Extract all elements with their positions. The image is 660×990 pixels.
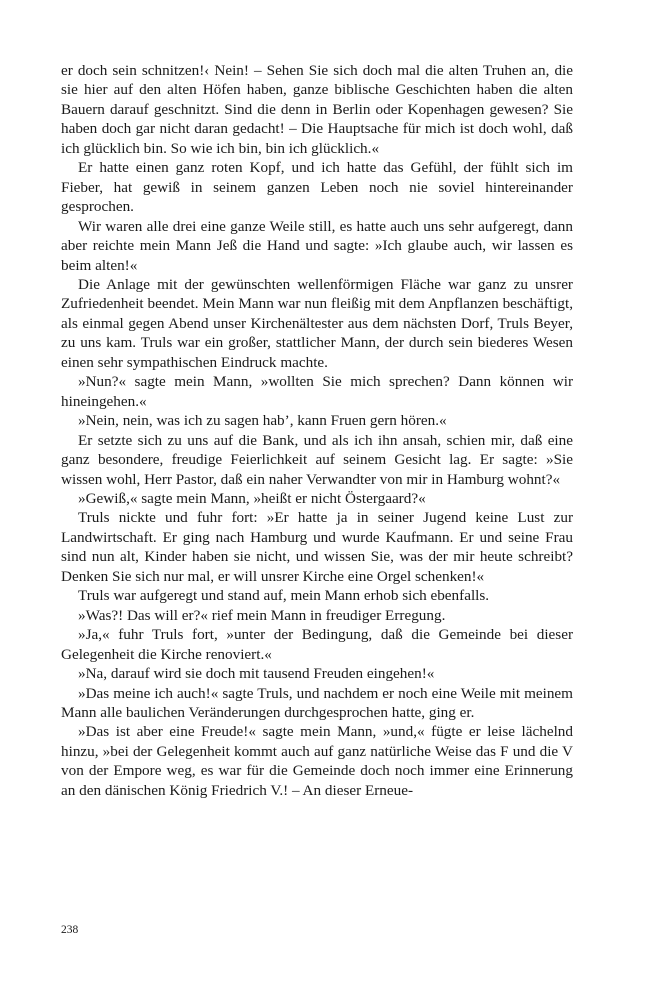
paragraph-12: »Ja,« fuhr Truls fort, »unter der Bedingung, daß die Gemeinde bei dieser Gelegenheit die Kirche renoviert.«	[61, 626, 573, 663]
paragraph-13: »Na, darauf wird sie doch mit tausend Freuden eingehen!«	[78, 665, 435, 683]
page-number: 238	[61, 924, 79, 936]
paragraph-1: er doch sein schnitzen!‹ Nein! – Sehen Sie sich doch mal die alten Truhen an, die sie hier auf den alten Höfen haben, ganze biblische Geschichten haben die alten Bauern darauf geschnitzt. Sind die denn in Berlin oder Kopenhagen gewesen? Sie haben doch gar nicht daran gedacht! – Die Hauptsache für mich ist doch wohl, daß ich glücklich bin. So wie ich bin, bin ich glücklich.«	[61, 62, 573, 157]
paragraph-5: »Nun?« sagte mein Mann, »wollten Sie mich sprechen? Dann können wir hineingehen.«	[61, 373, 573, 410]
paragraph-3: Wir waren alle drei eine ganze Weile still, es hatte auch uns sehr aufgeregt, dann aber reichte mein Mann Jeß die Hand und sagte: »Ich glaube auch, wir lassen es beim alten!«	[61, 217, 573, 274]
paragraph-8: »Gewiß,« sagte mein Mann, »heißt er nicht Östergaard?«	[78, 489, 426, 507]
paragraph-9: Truls nickte und fuhr fort: »Er hatte ja in seiner Jugend keine Lust zur Landwirtschaft. Er ging nach Hamburg und wurde Kaufmann. Er und seine Frau sind nun alt, Kinder haben sie nicht, und wissen Sie, was der mir heute schreibt? Denken Sie sich nur mal, er will unsrer Kirche eine Orgel schenken!«	[61, 509, 573, 585]
body-text	[61, 61, 573, 800]
paragraph-2: Er hatte einen ganz roten Kopf, und ich hatte das Gefühl, der fühlt sich im Fieber, hat gewiß in seinem ganzen Leben noch nie soviel hintereinander gesprochen.	[61, 159, 573, 216]
paragraph-14: »Das meine ich auch!« sagte Truls, und nachdem er noch eine Weile mit meinem Mann alle baulichen Veränderungen durchgesprochen hatte, ging er.	[61, 684, 573, 721]
paragraph-6: »Nein, nein, was ich zu sagen hab’, kann Fruen gern hören.«	[78, 412, 447, 430]
paragraph-4: Die Anlage mit der gewünschten wellenförmigen Fläche war ganz zu unsrer Zufriedenheit beendet. Mein Mann war nun fleißig mit dem Anpflanzen beschäftigt, als einmal gegen Abend unser Kirchenältester aus dem nächsten Dorf, Truls Beyer, zu uns kam. Truls war ein großer, stattlicher Mann, der durch sein biederes Wesen einen sehr sympathischen Eindruck machte.	[61, 275, 573, 371]
paragraph-10: Truls war aufgeregt und stand auf, mein Mann erhob sich ebenfalls.	[78, 587, 490, 605]
paragraph-11: »Was?! Das will er?« rief mein Mann in freudiger Erregung.	[78, 606, 446, 624]
paragraph-7: Er setzte sich zu uns auf die Bank, und als ich ihn ansah, schien mir, daß eine ganz besondere, freudige Feierlichkeit auf seinem Gesicht lag. Er sagte: »Sie wissen wohl, Herr Pastor, daß ein naher Verwandter von mir in Hamburg wohnt?«	[61, 431, 573, 488]
paragraph-15: »Das ist aber eine Freude!« sagte mein Mann, »und,« fügte er leise lächelnd hinzu, »bei der Gelegenheit kommt auch auf ganz natürliche Weise das F und die V von der Empore weg, es war für die Gemeinde doch noch immer eine Erinnerung an den dänischen König Friedrich V.! – An dieser Erneue-	[61, 723, 573, 799]
